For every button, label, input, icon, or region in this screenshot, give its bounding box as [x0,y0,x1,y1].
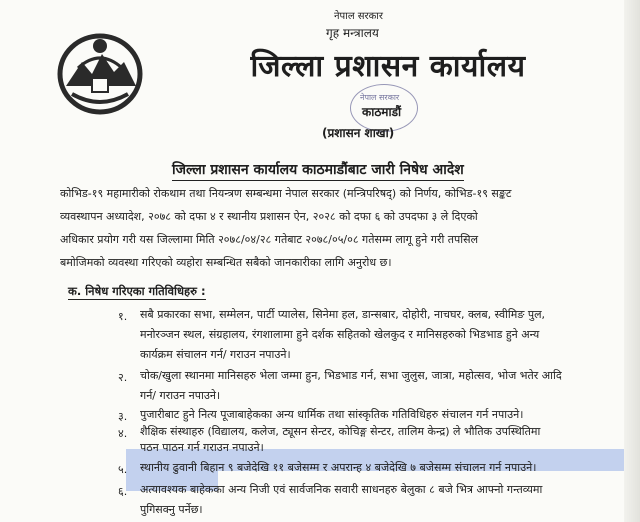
section-label: (प्रशासन शाखा) [322,126,395,140]
notice-title: जिल्ला प्रशासन कार्यालय काठमाडौंबाट जारी निषेध आदेश [172,160,464,181]
list-item-line: पुजारीबाट हुने नित्य पूजाबाहेकका अन्य धार्मिक तथा सांस्कृतिक गतिविधिहरु संचालन गर्न नपाउने। [140,408,524,421]
list-item-line: पठन पाठन गर्न गराउन नपाउने। [140,441,264,454]
office-title: जिल्ला प्रशासन कार्यालय [250,49,526,84]
list-item-line: शैक्षिक संस्थाहरु (विद्यालय, कलेज, ट्यूसन सेन्टर, कोचिङ्ग सेन्टर, तालिम केन्द्र) ले भौतिक उपस्थितिमा [140,425,541,438]
ministry-label: गृह मन्त्रालय [326,26,379,40]
list-item-line: स्थानीय ढुवानी बिहान ९ बजेदेखि ११ बजेसम्म र अपरान्ह ४ बजेदेखि ७ बजेसम्म संचालन गर्न नपाउने। [140,461,537,474]
stamp-text: नेपाल सरकार [360,93,400,102]
item-number: १. [118,310,128,323]
list-item-line: चोक/खुला स्थानमा मानिसहरु भेला जम्मा हुन, भिडभाड गर्न, सभा जुलुस, जात्रा, महोत्सव, भोज भतेर आदि [140,369,562,382]
nepal-emblem-icon [52,28,148,118]
list-item-line: अत्यावश्यक बाहेकका अन्य निजी एवं सार्वजनिक सवारी साधनहरु बेलुका ८ बजे भित्र आफ्नो गन्तव्यमा [140,483,543,496]
item-number: २. [118,371,128,384]
intro-line: व्यवस्थापन अध्यादेश, २०७८ को दफा ४ र स्थानीय प्रशासन ऐन, २०२८ को दफा ६ को उपदफा ३ ले दिएको [60,210,478,223]
page-edge [624,0,640,522]
city-label: काठमाडौं [362,105,402,119]
list-item-line: मनोरञ्जन स्थल, संग्रहालय, रंगशालामा हुने दर्शक सहितको खेलकुद र मानिसहरुको भिडभाड हुने अन्य [140,328,540,341]
intro-paragraph [60,182,628,274]
item-number: ६. [118,485,128,498]
list-item-line: कार्यक्रम संचालन गर्न/ गराउन नपाउने। [140,348,291,361]
intro-line: बमोजिमको व्यवस्था गरिएको व्यहोरा सम्बन्धित सबैको जानकारीका लागि अनुरोध छ। [60,256,392,269]
list-item-line: सबै प्रकारका सभा, सम्मेलन, पार्टी प्यालेस, सिनेमा हल, डान्सबार, दोहोरी, नाचघर, क्लब, स्वीमिङ पुल, [140,308,546,321]
item-number: ३. [118,410,128,423]
intro-line: कोभिड-१९ महामारीको रोकथाम तथा नियन्त्रण सम्बन्धमा नेपाल सरकार (मन्त्रिपरिषद्) को निर्णय, कोभिड-१९ सङ्कट [60,187,512,200]
item-number: ४. [118,427,128,440]
list-item-line: गर्न/ गराउन नपाउने। [140,389,221,402]
intro-line: अधिकार प्रयोग गरी यस जिल्लामा मिति २०७८/०४/२८ गतेबाट २०७८/०५/०८ गतेसम्म लागू हुने गरी तपसिल [60,233,479,246]
government-label: नेपाल सरकार [334,11,383,22]
prohibited-activities-heading: क. निषेध गरिएका गतिविधिहरु : [68,284,206,298]
list-item-line: पुगिसक्नु पर्नेछ। [140,503,203,516]
item-number: ५. [118,463,128,476]
